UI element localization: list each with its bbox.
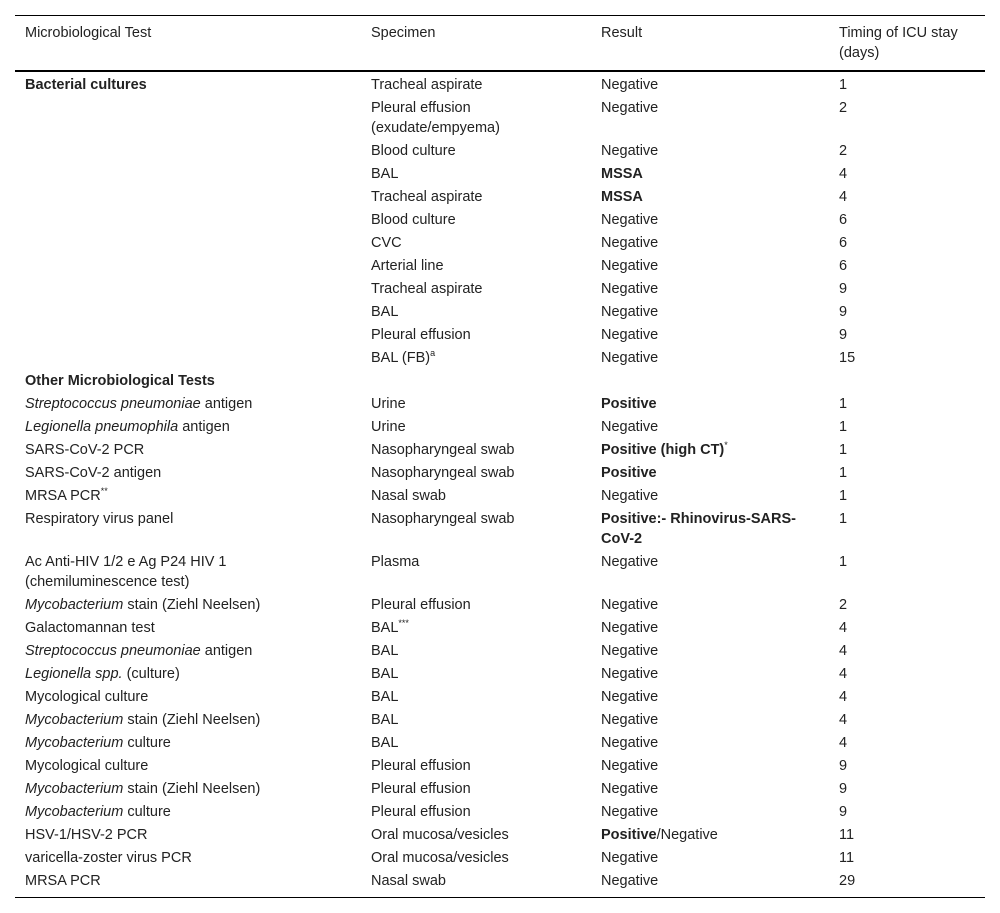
cell-result bbox=[591, 139, 829, 162]
cell-test bbox=[15, 550, 361, 593]
cell-specimen bbox=[361, 162, 591, 185]
cell-specimen bbox=[361, 139, 591, 162]
cell-result bbox=[591, 550, 829, 593]
cell-test bbox=[15, 846, 361, 869]
cell-text: Negative bbox=[601, 643, 659, 659]
cell-specimen bbox=[361, 254, 591, 277]
table-row bbox=[15, 869, 985, 898]
cell-text: Negative bbox=[601, 212, 659, 228]
header-result: Result bbox=[601, 25, 643, 41]
cell-specimen bbox=[361, 616, 591, 639]
cell-text: Negative bbox=[601, 758, 659, 774]
table-row bbox=[15, 800, 985, 823]
cell-result bbox=[591, 231, 829, 254]
cell-result bbox=[591, 162, 829, 185]
cell-days: 6 bbox=[839, 235, 848, 251]
cell-text: Oral mucosa/vesicles bbox=[371, 827, 509, 843]
cell-text: ** bbox=[100, 486, 108, 497]
cell-specimen bbox=[361, 415, 591, 438]
cell-text: Positive (high CT) bbox=[601, 442, 725, 458]
cell-text: Positive bbox=[601, 465, 657, 481]
table-row bbox=[15, 438, 985, 461]
cell-result bbox=[591, 277, 829, 300]
cell-days: 9 bbox=[839, 281, 848, 297]
cell-result bbox=[591, 777, 829, 800]
cell-days: 9 bbox=[839, 304, 848, 320]
cell-text: Mycological culture bbox=[25, 758, 149, 774]
cell-text: Nasal swab bbox=[371, 488, 446, 504]
cell-text: Negative bbox=[601, 350, 659, 366]
table-row bbox=[15, 685, 985, 708]
cell-specimen bbox=[361, 96, 591, 139]
cell-days: 1 bbox=[839, 77, 848, 93]
table-row bbox=[15, 731, 985, 754]
cell-result bbox=[591, 438, 829, 461]
cell-text: Nasal swab bbox=[371, 873, 446, 889]
cell-test bbox=[15, 415, 361, 438]
cell-test bbox=[15, 662, 361, 685]
cell-text: Mycobacterium bbox=[25, 781, 124, 797]
cell-days: 1 bbox=[839, 419, 848, 435]
cell-test bbox=[15, 438, 361, 461]
cell-result bbox=[591, 731, 829, 754]
cell-days: 9 bbox=[839, 758, 848, 774]
cell-text: stain (Ziehl Neelsen) bbox=[123, 597, 261, 613]
cell-test bbox=[15, 777, 361, 800]
cell-text: Galactomannan test bbox=[25, 620, 155, 636]
cell-specimen bbox=[361, 208, 591, 231]
cell-days: 4 bbox=[839, 166, 848, 182]
table-row bbox=[15, 846, 985, 869]
cell-specimen bbox=[361, 277, 591, 300]
cell-specimen bbox=[361, 708, 591, 731]
table-row bbox=[15, 162, 985, 185]
cell-days: 6 bbox=[839, 258, 848, 274]
table-row bbox=[15, 71, 985, 96]
cell-days: 4 bbox=[839, 643, 848, 659]
cell-result bbox=[591, 846, 829, 869]
cell-test bbox=[15, 731, 361, 754]
cell-text: BAL bbox=[371, 689, 399, 705]
table-row bbox=[15, 639, 985, 662]
cell-text: Negative bbox=[601, 712, 659, 728]
table-row bbox=[15, 823, 985, 846]
cell-specimen bbox=[361, 846, 591, 869]
table-row bbox=[15, 616, 985, 639]
cell-text: MSSA bbox=[601, 166, 643, 182]
cell-text: BAL bbox=[371, 620, 399, 636]
cell-test bbox=[15, 685, 361, 708]
cell-text: varicella-zoster virus PCR bbox=[25, 850, 192, 866]
cell-text: Negative bbox=[601, 488, 659, 504]
cell-test bbox=[15, 71, 361, 96]
table-row bbox=[15, 208, 985, 231]
cell-text: SARS-CoV-2 antigen bbox=[25, 465, 162, 481]
cell-text: HSV-1/HSV-2 PCR bbox=[25, 827, 148, 843]
cell-text: Negative bbox=[601, 554, 659, 570]
cell-test bbox=[15, 507, 361, 550]
cell-text: Pleural effusion bbox=[371, 327, 471, 343]
table-row bbox=[15, 708, 985, 731]
cell-specimen bbox=[361, 484, 591, 507]
cell-specimen bbox=[361, 507, 591, 550]
cell-text: Nasopharyngeal swab bbox=[371, 465, 515, 481]
cell-specimen bbox=[361, 323, 591, 346]
cell-text: Arterial line bbox=[371, 258, 444, 274]
cell-text: SARS-CoV-2 PCR bbox=[25, 442, 145, 458]
cell-test bbox=[15, 96, 361, 139]
cell-text: Mycological culture bbox=[25, 689, 149, 705]
cell-text: Mycobacterium bbox=[25, 712, 124, 728]
cell-result bbox=[591, 369, 829, 392]
cell-specimen bbox=[361, 800, 591, 823]
cell-test bbox=[15, 185, 361, 208]
cell-test bbox=[15, 369, 361, 392]
cell-text: (culture) bbox=[122, 666, 180, 682]
microbiology-table bbox=[15, 15, 985, 898]
cell-text: Ac Anti-HIV 1/2 e Ag P24 HIV 1 (chemiluminescence test) bbox=[25, 554, 227, 590]
cell-result bbox=[591, 823, 829, 846]
cell-test bbox=[15, 484, 361, 507]
cell-days: 2 bbox=[839, 100, 848, 116]
cell-text: culture bbox=[123, 804, 171, 820]
table-header-row bbox=[15, 16, 985, 72]
cell-text: BAL bbox=[371, 712, 399, 728]
cell-text: Tracheal aspirate bbox=[371, 281, 483, 297]
cell-days: 1 bbox=[839, 465, 848, 481]
cell-specimen bbox=[361, 550, 591, 593]
cell-days: 4 bbox=[839, 189, 848, 205]
cell-test bbox=[15, 346, 361, 369]
cell-text: Negative bbox=[601, 597, 659, 613]
cell-text: Pleural effusion bbox=[371, 781, 471, 797]
cell-text: Negative bbox=[601, 419, 659, 435]
cell-text: /Negative bbox=[656, 827, 718, 843]
cell-specimen bbox=[361, 754, 591, 777]
cell-text: Bacterial cultures bbox=[25, 77, 147, 93]
cell-result bbox=[591, 685, 829, 708]
cell-text: Positive bbox=[601, 396, 657, 412]
cell-days: 4 bbox=[839, 689, 848, 705]
table-row bbox=[15, 392, 985, 415]
table-row bbox=[15, 507, 985, 550]
header-specimen: Specimen bbox=[371, 25, 436, 41]
cell-test bbox=[15, 254, 361, 277]
cell-result bbox=[591, 254, 829, 277]
cell-result bbox=[591, 708, 829, 731]
cell-test bbox=[15, 800, 361, 823]
cell-specimen bbox=[361, 777, 591, 800]
cell-days: 1 bbox=[839, 396, 848, 412]
cell-specimen bbox=[361, 71, 591, 96]
cell-text: antigen bbox=[178, 419, 230, 435]
table-row bbox=[15, 415, 985, 438]
cell-days: 1 bbox=[839, 511, 848, 527]
cell-text: MSSA bbox=[601, 189, 643, 205]
cell-specimen bbox=[361, 346, 591, 369]
cell-specimen bbox=[361, 438, 591, 461]
cell-result bbox=[591, 71, 829, 96]
table-row bbox=[15, 323, 985, 346]
cell-text: CVC bbox=[371, 235, 402, 251]
cell-text: Negative bbox=[601, 735, 659, 751]
cell-result bbox=[591, 208, 829, 231]
cell-text: Negative bbox=[601, 77, 659, 93]
cell-text: MRSA PCR bbox=[25, 488, 101, 504]
cell-days: 9 bbox=[839, 804, 848, 820]
cell-specimen bbox=[361, 369, 591, 392]
cell-text: Negative bbox=[601, 281, 659, 297]
cell-result bbox=[591, 300, 829, 323]
cell-text: BAL bbox=[371, 643, 399, 659]
cell-result bbox=[591, 484, 829, 507]
cell-result bbox=[591, 662, 829, 685]
cell-specimen bbox=[361, 392, 591, 415]
cell-test bbox=[15, 139, 361, 162]
cell-text: stain (Ziehl Neelsen) bbox=[123, 712, 261, 728]
cell-days: 4 bbox=[839, 620, 848, 636]
cell-text: Respiratory virus panel bbox=[25, 511, 174, 527]
cell-text: Urine bbox=[371, 419, 406, 435]
cell-text: Negative bbox=[601, 304, 659, 320]
cell-text: Pleural effusion bbox=[371, 804, 471, 820]
cell-days: 6 bbox=[839, 212, 848, 228]
cell-test bbox=[15, 392, 361, 415]
cell-test bbox=[15, 639, 361, 662]
table-row bbox=[15, 754, 985, 777]
cell-test bbox=[15, 754, 361, 777]
cell-test bbox=[15, 208, 361, 231]
cell-text: a bbox=[430, 348, 436, 359]
header-timing: Timing of ICU stay (days) bbox=[839, 25, 958, 61]
table-row bbox=[15, 231, 985, 254]
cell-days: 2 bbox=[839, 143, 848, 159]
cell-result bbox=[591, 392, 829, 415]
cell-text: Other Microbiological Tests bbox=[25, 373, 215, 389]
table-row bbox=[15, 369, 985, 392]
cell-text: antigen bbox=[200, 643, 253, 659]
cell-text: Oral mucosa/vesicles bbox=[371, 850, 509, 866]
table-row bbox=[15, 254, 985, 277]
cell-text: MRSA PCR bbox=[25, 873, 101, 889]
table-row bbox=[15, 96, 985, 139]
cell-result bbox=[591, 323, 829, 346]
cell-days: 4 bbox=[839, 735, 848, 751]
cell-days: 2 bbox=[839, 597, 848, 613]
cell-days bbox=[829, 369, 985, 392]
table-row bbox=[15, 346, 985, 369]
cell-text: Urine bbox=[371, 396, 406, 412]
cell-text: Nasopharyngeal swab bbox=[371, 511, 515, 527]
cell-test bbox=[15, 869, 361, 898]
cell-specimen bbox=[361, 731, 591, 754]
cell-test bbox=[15, 300, 361, 323]
cell-text: *** bbox=[398, 618, 409, 629]
cell-result bbox=[591, 415, 829, 438]
cell-specimen bbox=[361, 685, 591, 708]
table-row bbox=[15, 662, 985, 685]
cell-days: 29 bbox=[839, 873, 856, 889]
cell-text: Negative bbox=[601, 689, 659, 705]
cell-text: Negative bbox=[601, 143, 659, 159]
cell-text: * bbox=[724, 440, 728, 451]
cell-text: BAL bbox=[371, 735, 399, 751]
cell-text: BAL bbox=[371, 166, 399, 182]
header-test: Microbiological Test bbox=[25, 25, 152, 41]
table-row bbox=[15, 777, 985, 800]
cell-text: Negative bbox=[601, 666, 659, 682]
cell-text: Streptococcus pneumoniae bbox=[25, 643, 201, 659]
cell-text: Pleural effusion (exudate/empyema) bbox=[371, 100, 500, 136]
cell-text: Negative bbox=[601, 258, 659, 274]
cell-text: Negative bbox=[601, 804, 659, 820]
cell-result bbox=[591, 507, 829, 550]
cell-text: BAL bbox=[371, 304, 399, 320]
cell-test bbox=[15, 708, 361, 731]
table-row bbox=[15, 550, 985, 593]
cell-days: 4 bbox=[839, 666, 848, 682]
cell-text: Positive bbox=[601, 827, 657, 843]
table-row bbox=[15, 139, 985, 162]
cell-text: culture bbox=[123, 735, 171, 751]
cell-specimen bbox=[361, 639, 591, 662]
cell-specimen bbox=[361, 461, 591, 484]
cell-text: Negative bbox=[601, 781, 659, 797]
cell-test bbox=[15, 593, 361, 616]
cell-text: stain (Ziehl Neelsen) bbox=[123, 781, 261, 797]
cell-test bbox=[15, 162, 361, 185]
cell-text: Negative bbox=[601, 620, 659, 636]
cell-text: Nasopharyngeal swab bbox=[371, 442, 515, 458]
cell-text: Tracheal aspirate bbox=[371, 77, 483, 93]
cell-test bbox=[15, 461, 361, 484]
cell-result bbox=[591, 96, 829, 139]
cell-text: Negative bbox=[601, 850, 659, 866]
cell-test bbox=[15, 231, 361, 254]
cell-text: Pleural effusion bbox=[371, 597, 471, 613]
table-row bbox=[15, 300, 985, 323]
cell-specimen bbox=[361, 185, 591, 208]
cell-test bbox=[15, 277, 361, 300]
cell-specimen bbox=[361, 231, 591, 254]
cell-days: 11 bbox=[839, 850, 855, 866]
cell-text: antigen bbox=[200, 396, 253, 412]
cell-days: 1 bbox=[839, 554, 848, 570]
cell-result bbox=[591, 616, 829, 639]
cell-test bbox=[15, 616, 361, 639]
cell-specimen bbox=[361, 662, 591, 685]
cell-days: 11 bbox=[839, 827, 855, 843]
cell-text: Positive:- Rhinovirus-SARS-CoV-2 bbox=[601, 511, 796, 547]
cell-days: 1 bbox=[839, 488, 848, 504]
cell-text: Legionella spp. bbox=[25, 666, 123, 682]
cell-days: 9 bbox=[839, 781, 848, 797]
cell-text: Negative bbox=[601, 235, 659, 251]
cell-text: Legionella pneumophila bbox=[25, 419, 179, 435]
cell-text: Blood culture bbox=[371, 143, 456, 159]
table-row bbox=[15, 484, 985, 507]
cell-specimen bbox=[361, 823, 591, 846]
cell-result bbox=[591, 346, 829, 369]
cell-result bbox=[591, 593, 829, 616]
cell-text: BAL (FB) bbox=[371, 350, 431, 366]
cell-text: Streptococcus pneumoniae bbox=[25, 396, 201, 412]
cell-specimen bbox=[361, 869, 591, 898]
cell-specimen bbox=[361, 300, 591, 323]
cell-text: Mycobacterium bbox=[25, 597, 124, 613]
cell-days: 1 bbox=[839, 442, 848, 458]
cell-days: 4 bbox=[839, 712, 848, 728]
table-row bbox=[15, 461, 985, 484]
cell-text: Negative bbox=[601, 100, 659, 116]
cell-text: BAL bbox=[371, 666, 399, 682]
cell-text: Tracheal aspirate bbox=[371, 189, 483, 205]
cell-text: Plasma bbox=[371, 554, 420, 570]
cell-result bbox=[591, 185, 829, 208]
cell-text: Pleural effusion bbox=[371, 758, 471, 774]
cell-result bbox=[591, 754, 829, 777]
cell-result bbox=[591, 869, 829, 898]
cell-days: 15 bbox=[839, 350, 856, 366]
cell-specimen bbox=[361, 593, 591, 616]
cell-test bbox=[15, 823, 361, 846]
cell-result bbox=[591, 639, 829, 662]
cell-result bbox=[591, 461, 829, 484]
cell-text: Mycobacterium bbox=[25, 804, 124, 820]
cell-text: Blood culture bbox=[371, 212, 456, 228]
cell-text: Negative bbox=[601, 873, 659, 889]
table-body bbox=[15, 71, 985, 898]
cell-text: Negative bbox=[601, 327, 659, 343]
cell-days: 9 bbox=[839, 327, 848, 343]
table-row bbox=[15, 593, 985, 616]
table-row bbox=[15, 185, 985, 208]
cell-text: Mycobacterium bbox=[25, 735, 124, 751]
cell-result bbox=[591, 800, 829, 823]
table-row bbox=[15, 277, 985, 300]
cell-test bbox=[15, 323, 361, 346]
